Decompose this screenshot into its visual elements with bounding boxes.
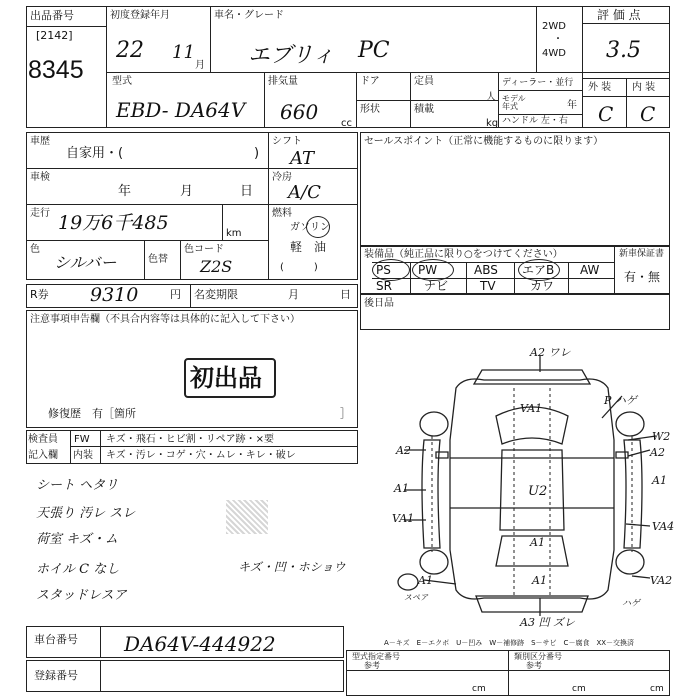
km-unit: km [226,228,242,239]
first-reg-label: 初度登録年月 [110,10,170,21]
divider [626,78,627,128]
int-label: 内 装 [632,82,656,93]
warranty-label: 新車保証書 [619,249,665,259]
diag-a1-center: A1 [530,536,545,549]
cc-unit: cc [341,118,352,129]
wd-dot: ・ [553,34,563,45]
history-label: 車歴 [30,136,50,147]
equip-ps: PS [376,263,391,277]
model-label: 型式 [112,76,132,87]
diag-p-hage: P ハゲ [604,394,637,407]
history-value: 自家用・( [66,146,124,161]
door-label: ドア [360,76,380,87]
cm-3: cm [650,684,664,694]
name-label: 車名・グレード [214,10,284,21]
repair-label: 修復歴 有［箇所 [48,407,136,420]
ext-label: 外 装 [588,82,612,93]
fuel-label: 燃料 [272,208,292,219]
lot-sub: [2142] [36,29,73,42]
recycle-yen: 円 [170,288,181,301]
type-ref: 参考 [364,661,380,670]
diag-a1-right: A1 [652,474,667,487]
wd2: 2WD [542,21,566,32]
diag-a2-left: A2 [396,444,411,457]
divider [508,650,509,696]
diag-a1-left: A1 [394,482,409,495]
lot-number: 8345 [28,56,84,84]
damage-legend: A－キズ E－エクボ U－凹み W－補修跡 S－サビ C－腐食 XX－交換済 [384,639,635,647]
class-ref: 参考 [526,661,542,670]
equip-navi: ナビ [424,279,449,293]
sales-point-label: セールスポイント（正常に機能するものに限ります） [364,136,604,147]
note-right: キズ・凹・ホショウ [238,560,346,574]
diag-a1-low: A1 [418,574,433,587]
mileage-value: 19万6千485 [58,212,169,234]
history-close: ) [254,146,260,161]
circle-ps [372,259,410,281]
int-value: C [640,102,656,126]
color-code-value: Z2S [200,257,233,276]
divider [346,670,670,671]
shaken-label: 車検 [30,172,50,183]
fuel-circle [306,216,330,238]
divider [498,90,582,91]
inspector-label2: 記入欄 [28,450,58,461]
inspector-label1: 検査員 [28,434,58,445]
divider [268,204,358,205]
equip-kawa: カワ [530,279,555,293]
diag-va4: VA4 [652,520,675,533]
divider [100,430,101,464]
capacity-label: 定員 [414,76,434,87]
class-label: 類別区分番号 [514,652,562,661]
divider [498,114,582,115]
chassis-label: 車台番号 [34,633,78,646]
cm-1: cm [472,684,486,694]
person-unit: 人 [486,92,496,103]
divider [268,132,269,280]
divider [498,72,499,128]
divider [410,262,411,294]
divider [356,100,498,101]
shaken-month: 月 [180,184,194,199]
chassis-value: DA64V-444922 [124,632,276,656]
note-line-3: 荷室 キズ・ム [36,532,118,547]
divider [70,446,358,447]
divider [26,240,268,241]
dealer-label: ディーラー・並行 [502,78,574,88]
divider [26,26,106,27]
divider [26,168,268,169]
reg-label: 登録番号 [34,669,78,682]
year-unit: 年 [567,100,577,111]
kg-unit: kg [486,118,499,129]
divider [514,262,515,294]
divider [144,240,145,280]
fw-label: FW [74,434,90,445]
score-label: 評 価 点 [597,8,641,22]
divider [100,626,101,658]
shift-label: シフト [272,136,302,147]
car-grade: PC [358,38,390,63]
ac-label: 冷房 [272,172,292,183]
divider [536,6,537,72]
car-name: エブリィ [248,43,335,68]
fuel-diesel: 軽 油 [290,240,327,254]
repair-close: ］ [340,407,351,420]
divider [106,6,107,128]
diag-u2: U2 [528,484,548,499]
load-label: 積載 [414,104,434,115]
handle-label: ハンドル 左・右 [502,116,568,126]
divider [264,72,265,128]
color-value: シルバー [54,253,117,272]
notes-label: 注意事項申告欄（不具合内容等は具体的に記入して下さい） [30,314,300,325]
expire-day: 日 [340,288,351,301]
equip-pw: PW [418,263,438,277]
rear-items-frame [360,294,670,330]
int-label: 内装 [73,450,93,461]
equip-airbag: エアB [522,263,555,277]
model-value: EBD- DA64V [116,98,246,122]
ac-value: A/C [288,182,321,203]
sales-frame [360,132,670,246]
shaken-year: 年 [118,184,132,199]
score-value: 3.5 [606,38,641,63]
divider [70,430,71,464]
divider [582,23,670,24]
shaken-day: 日 [240,184,254,199]
divider [180,240,181,280]
divider [26,204,268,205]
note-line-5: スタッドレスア [36,588,127,603]
type-num-label: 型式指定番号 [352,652,400,661]
stamp-text: 初出品 [190,364,262,392]
diag-a1-rear: A1 [532,574,547,587]
diag-w2: W2 [652,430,671,443]
recycle-value: 9310 [90,284,139,306]
divider [106,72,670,73]
color-code-label: 色コード [184,244,224,255]
equip-tv: TV [480,279,496,293]
mileage-label: 走行 [30,208,50,219]
model-year-label: モデル年式 [502,94,526,111]
color-swap-label: 色替 [148,254,168,265]
lot-label: 出品番号 [30,9,74,22]
equipment-label: 装備品（純正品に限り○をつけてください） [364,249,563,260]
diag-va2: VA2 [650,574,673,587]
rear-items-label: 後日品 [364,298,394,309]
smudge [226,500,268,534]
diag-a3: A3 凹 ズレ [520,616,575,629]
diag-spare: スペア [404,593,428,602]
diag-hage: ハゲ [622,599,641,609]
first-reg-month: 11 [172,42,195,63]
wd4: 4WD [542,48,566,59]
circle-pw [412,259,454,281]
divider [582,6,583,128]
cc-value: 660 [280,100,319,124]
ext-value: C [598,102,614,126]
expire-month: 月 [288,288,299,301]
shift-value: AT [290,148,315,169]
diag-va1-top: VA1 [520,402,543,415]
diag-a2-crack: A2 ワレ [530,346,571,359]
note-line-4: ホイル C なし [36,562,120,577]
divider [614,246,615,294]
cc-label: 排気量 [268,76,298,87]
equip-sr: SR [376,279,392,293]
divider [210,6,211,72]
equip-abs: ABS [474,263,498,277]
cm-2: cm [572,684,586,694]
note-line-1: シート ヘタリ [36,478,119,493]
fuel-gas: ガソリン [290,222,330,233]
divider [568,262,569,294]
month-unit: 月 [195,60,205,71]
equip-aw: AW [580,263,600,277]
fw-items: キズ・飛石・ヒビ割・リペア跡・×要 [106,434,274,445]
divider [222,204,223,240]
expire-label: 名変期限 [194,288,238,301]
color-label: 色 [30,244,40,255]
car-damage-diagram [364,340,673,630]
fuel-paren: ( ) [280,262,318,273]
diag-va1-left: VA1 [392,512,415,525]
int-items: キズ・汚レ・コゲ・穴・ムレ・キレ・破レ [106,450,296,461]
recycle-label: R券 [30,288,49,301]
divider [190,284,191,308]
divider [582,96,670,97]
recycle-frame [26,284,358,308]
divider [466,262,467,294]
divider [100,660,101,692]
shape-label: 形状 [360,104,380,115]
first-reg-year: 22 [116,38,144,63]
divider [268,168,358,169]
warranty-value: 有・無 [624,270,661,284]
circle-airbag [518,259,560,281]
diag-a2-right: A2 [650,446,665,459]
first-listing-stamp [184,358,276,398]
note-line-2: 天張り 汚レ スレ [36,506,136,521]
